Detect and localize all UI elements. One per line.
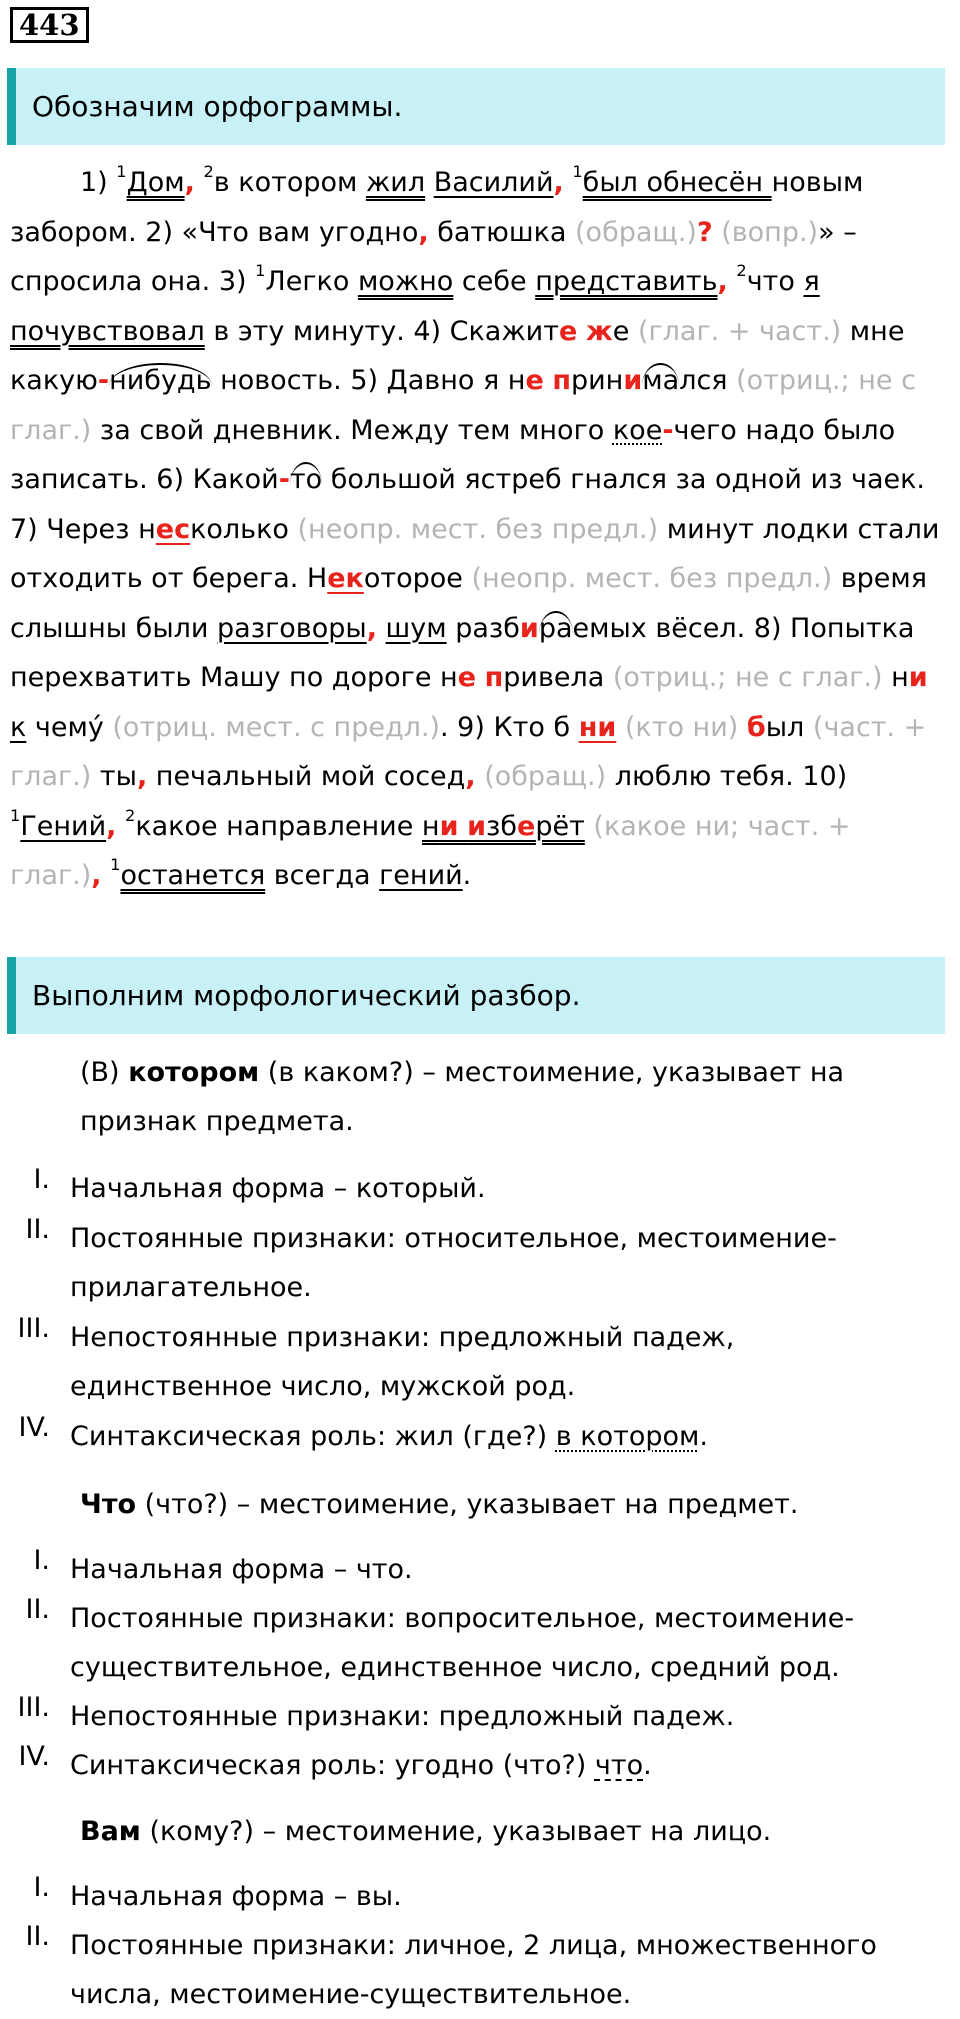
analysis-item-text: Начальная форма – вы. (70, 1881, 402, 1912)
roman-numeral: I. (33, 1872, 50, 1903)
syntactic-part: что (594, 1750, 644, 1781)
section-banner-orthograms (7, 68, 945, 145)
analysis-lead: (В) котором (в каком?) – местоимение, указывает на признак предмета. (80, 1057, 845, 1137)
analysis-item-text: Непостоянные признаки: предложный падеж, единственное число, мужской род. (70, 1322, 735, 1402)
roman-numeral: II. (25, 1921, 50, 1952)
analysis-item-text: Синтаксическая роль: угодно (что?) что. (70, 1750, 652, 1781)
analysis-word: котором (128, 1057, 260, 1088)
analysis-block-vam (10, 1807, 950, 1856)
analysis-lead: Что (что?) – местоимение, указывает на предмет. (80, 1489, 799, 1520)
analysis-word: Вам (80, 1816, 141, 1847)
section-banner-morphology (7, 957, 945, 1034)
analysis-item-text: Начальная форма – который. (70, 1173, 486, 1204)
section-title: Обозначим орфограммы. (32, 90, 403, 123)
analysis-item-text: Постоянные признаки: относительное, местоимение-прилагательное. (70, 1223, 837, 1303)
exercise-text: 1) $^1$Дом, $^2$в котором жил Василий, $^1$был обнесён новым забором. 2) «Что вам угодно, батюшка (обращ.)? (вопр.)» – спросила она. 3) $^1$Легко можно себе представить, $^2$что я почувствовал в эту минуту. 4) Скажите же (глаг. + част.) мне какую-нибудь новость. 5) Давно я не принимался (отриц.; не с глаг.) за свой дневник. Между тем много кое-чего надо было записать. 6) Какой-то большой ястреб гнался за одной из чаек. 7) Через несколько (неопр. мест. без предл.) минут лодки стали отходить от берега. Некоторое (неопр. мест. без предл.) время слышны были разговоры, шум разбираемых вёсел. 8) Попытка перехватить Машу по дороге не привела (отриц.; не с глаг.) ни к чемý (отриц. мест. с предл.). 9) Кто б ни (кто ни) был (част. + глаг.) ты, печальный мой сосед, (обращ.) люблю тебя. 10) $^1$Гений, $^2$какое направление ни изберёт (какое ни; част. + глаг.), $^1$останется всегда гений. (10, 162, 940, 891)
roman-numeral: I. (33, 1545, 50, 1576)
roman-numeral: I. (33, 1164, 50, 1195)
roman-numeral: II. (25, 1214, 50, 1245)
analysis-item-text: Начальная форма – что. (70, 1554, 413, 1585)
analysis-lead: Вам (кому?) – местоимение, указывает на лицо. (80, 1816, 772, 1847)
analysis-item-text: Непостоянные признаки: предложный падеж. (70, 1701, 735, 1732)
analysis-item-text: Постоянные признаки: личное, 2 лица, множественного числа, местоимение-существительное. (70, 1930, 877, 2010)
roman-numeral: IV. (18, 1741, 50, 1772)
roman-numeral: III. (17, 1313, 50, 1344)
section-title: Выполним морфологический разбор. (32, 979, 581, 1012)
roman-numeral: III. (17, 1692, 50, 1723)
analysis-block-chto (10, 1480, 950, 1529)
analysis-item-text: Постоянные признаки: вопросительное, местоимение-существительное, единственное число, средний род. (70, 1603, 855, 1683)
analysis-item-text: Синтаксическая роль: жил (где?) в котором. (70, 1421, 708, 1452)
task-number: 443 (10, 7, 89, 43)
roman-numeral: II. (25, 1594, 50, 1625)
roman-numeral: IV. (18, 1412, 50, 1443)
analysis-word: Что (80, 1489, 137, 1520)
analysis-block-kotorom (10, 1048, 950, 1146)
syntactic-part: в котором (555, 1421, 700, 1452)
